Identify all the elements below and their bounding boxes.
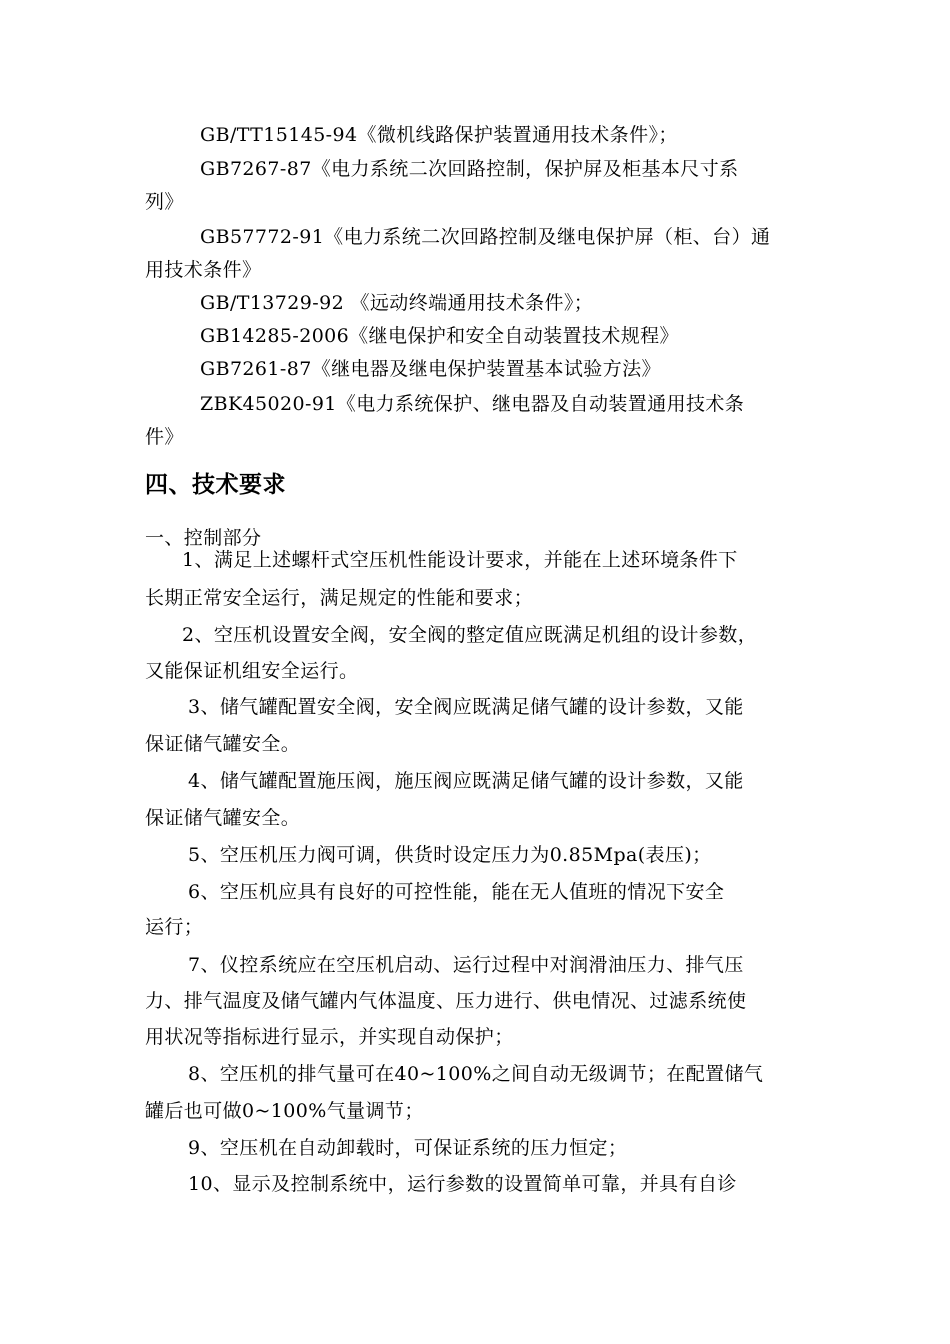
requirement-line: 力、排气温度及储气罐内气体温度、压力进行、供电情况、过滤系统使 — [145, 990, 747, 1012]
requirement-line: 3、储气罐配置安全阀，安全阀应既满足储气罐的设计参数，又能 — [188, 696, 744, 718]
standard-line: ZBK45020-91《电力系统保护、继电器及自动装置通用技术条 — [200, 393, 745, 415]
requirement-line: 用状况等指标进行显示，并实现自动保护； — [145, 1026, 514, 1048]
standard-line: GB14285-2006《继电保护和安全自动装置技术规程》 — [200, 325, 679, 347]
requirement-line: 罐后也可做0~100%气量调节； — [145, 1100, 424, 1122]
section-title: 四、技术要求 — [145, 472, 286, 498]
requirement-line: 又能保证机组安全运行。 — [145, 660, 359, 682]
requirement-line: 1、满足上述螺杆式空压机性能设计要求，并能在上述环境条件下 — [182, 549, 738, 571]
standard-line: GB7267-87《电力系统二次回路控制，保护屏及柜基本尺寸系 — [200, 158, 739, 180]
requirement-line: 6、空压机应具有良好的可控性能，能在无人值班的情况下安全 — [188, 881, 725, 903]
requirement-line: 保证储气罐安全。 — [145, 807, 301, 829]
standard-line: GB7261-87《继电器及继电保护装置基本试验方法》 — [200, 358, 661, 380]
requirement-line: 保证储气罐安全。 — [145, 733, 301, 755]
subsection-title: 一、控制部分 — [145, 527, 262, 549]
standard-line: 用技术条件》 — [145, 259, 262, 281]
requirement-line: 8、空压机的排气量可在40~100%之间自动无级调节；在配置储气 — [188, 1063, 764, 1085]
requirement-line: 运行； — [145, 916, 204, 938]
standard-line: GB57772-91《电力系统二次回路控制及继电保护屏（柜、台）通 — [200, 226, 771, 248]
standard-line: 件》 — [145, 426, 184, 448]
requirement-line: 2、空压机设置安全阀，安全阀的整定值应既满足机组的设计参数， — [182, 624, 758, 646]
standard-line: 列》 — [145, 191, 184, 213]
requirement-line: 10、显示及控制系统中，运行参数的设置简单可靠，并具有自诊 — [188, 1173, 737, 1195]
requirement-line: 7、仪控系统应在空压机启动、运行过程中对润滑油压力、排气压 — [188, 954, 744, 976]
requirement-line: 9、空压机在自动卸载时，可保证系统的压力恒定； — [188, 1137, 628, 1159]
standard-line: GB/T13729-92 《远动终端通用技术条件》； — [200, 292, 594, 314]
requirement-line: 5、空压机压力阀可调，供货时设定压力为0.85Mpa(表压)； — [188, 844, 712, 866]
standard-line: GB/TT15145-94《微机线路保护装置通用技术条件》； — [200, 124, 678, 146]
requirement-line: 长期正常安全运行，满足规定的性能和要求； — [145, 587, 534, 609]
requirement-line: 4、储气罐配置施压阀，施压阀应既满足储气罐的设计参数，又能 — [188, 770, 744, 792]
